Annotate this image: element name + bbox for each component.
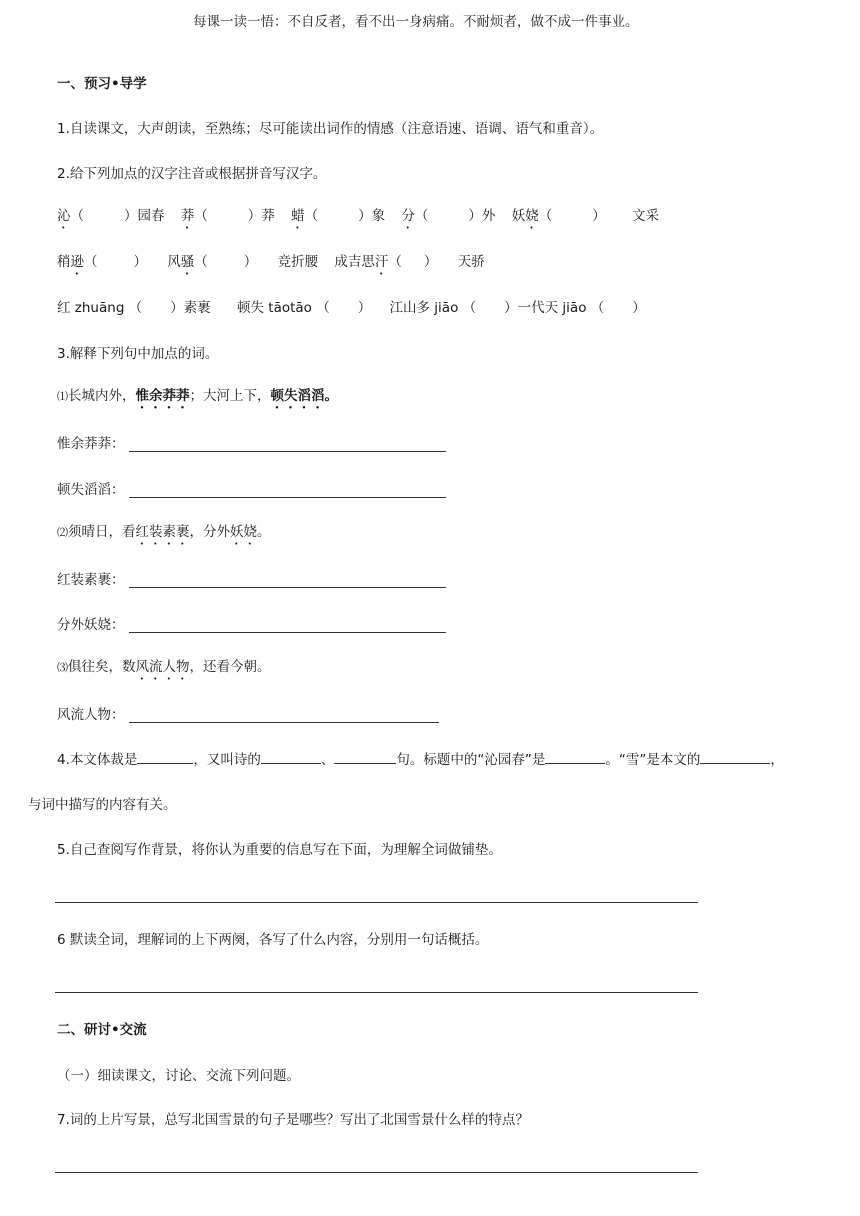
paren-close: ） (423, 254, 438, 270)
sentence-text: 。 (257, 524, 271, 540)
sentence-number: ⑴ (57, 390, 68, 403)
q4-text: 。“雪”是本文的 (605, 752, 701, 768)
dotted-phrase: 顿失滔滔 (270, 388, 325, 404)
question-5: 5.自己查阅写作背景，将你认为重要的信息写在下面，为理解全词做铺垫。 (57, 842, 502, 858)
dotted-char: 沁 (57, 208, 71, 224)
section2-subtitle: （一）细读课文，讨论、交流下列问题。 (57, 1068, 300, 1084)
question-7: 7.词的上片写景，总写北国雪景的句子是哪些？写出了北国雪景什么样的特点？ (57, 1112, 529, 1128)
paren-close: ） (592, 208, 606, 224)
paren-close: ） (357, 300, 372, 316)
sentence-text: ，还看今朝。 (189, 659, 271, 675)
answer-line[interactable] (129, 451, 446, 452)
dotted-char: 蜡 (291, 208, 305, 224)
sentence-text: 须晴日，看 (68, 524, 136, 540)
dotted-phrase: 惟余莽莽 (135, 388, 190, 404)
paren-close: ） (133, 254, 147, 270)
answer-label: 惟余莽莽： (57, 436, 125, 452)
paren-close: ）外 (468, 208, 496, 224)
sentence-2 (57, 522, 271, 548)
header-motto: 每课一读一悟：不自反者，看不出一身病痛。不耐烦者，做不成一件事业。 (193, 14, 639, 30)
paren-close: ）园春 (124, 208, 165, 224)
question-1: 1.自读课文，大声朗读，至熟练；尽可能读出词作的情感（注意语速、语调、语气和重音）。 (57, 121, 604, 137)
pinyin-row-2 (57, 252, 485, 278)
section2-title: 二、研讨•交流 (57, 1022, 147, 1038)
sentence-text: 长城内外， (68, 388, 136, 404)
q4-text: 4.本文体裁是 (57, 752, 138, 768)
dotted-char: 汗 (374, 254, 389, 270)
pinyin-prompt: 红 zhuāng （ (57, 300, 143, 316)
dotted-char: 娆 (525, 208, 539, 224)
dotted-char: 分 (401, 208, 415, 224)
answer-blank[interactable] (700, 750, 770, 764)
word-text: 天骄 (457, 254, 485, 270)
paren-close: ）象 (358, 208, 386, 224)
word-prefix: 妖 (511, 208, 526, 224)
sentence-3 (57, 657, 271, 683)
answer-line[interactable] (129, 497, 446, 498)
paren-close: ）一代天 jiāo （ (504, 300, 605, 316)
answer-line[interactable] (55, 902, 698, 903)
q4-text: 句。标题中的“沁园春”是 (396, 752, 546, 768)
q4-text: ， (770, 752, 784, 768)
word-prefix: 稍 (57, 254, 71, 270)
dotted-char: 逊 (70, 254, 84, 270)
sentence-number: ⑵ (57, 526, 68, 539)
question-4 (57, 750, 784, 770)
paren-close: ） (632, 300, 646, 316)
question-4-continued: 与词中描写的内容有关。 (28, 797, 177, 813)
sentence-1 (57, 386, 338, 412)
pinyin-row-3 (57, 298, 646, 318)
answer-blank[interactable] (261, 750, 321, 764)
dotted-char: 莽 (180, 208, 195, 224)
paren-open: （ (538, 208, 553, 224)
word-text: 竞折腰 (277, 254, 319, 270)
answer-line[interactable] (129, 632, 446, 633)
paren-open: （ (388, 254, 402, 270)
answer-line[interactable] (55, 992, 698, 993)
sentence-text: ；大河上下， (189, 388, 271, 404)
answer-label: 顿失滔滔： (57, 482, 125, 498)
pinyin-prompt: 江山多 jiāo （ (389, 300, 477, 316)
paren-close: ）素裹 (170, 300, 211, 316)
dotted-phrase: 红装素裹 (135, 524, 190, 540)
dotted-phrase: 风流人物 (135, 659, 190, 675)
answer-line[interactable] (55, 1172, 698, 1173)
paren-open: （ (84, 254, 98, 270)
answer-label: 红装素裹： (57, 572, 125, 588)
paren-open: （ (194, 254, 208, 270)
answer-blank[interactable] (334, 750, 396, 764)
word-text: 文采 (631, 208, 659, 224)
q4-text: ，又叫诗的 (193, 752, 261, 768)
paren-open: （ (194, 208, 208, 224)
question-2: 2.给下列加点的汉字注音或根据拼音写汉字。 (57, 166, 327, 182)
dotted-phrase: 妖娆 (230, 524, 257, 540)
question-6: 6 默读全词，理解词的上下两阕，各写了什么内容，分别用一句话概括。 (57, 932, 489, 948)
sentence-text: ，分外 (189, 524, 230, 540)
answer-label: 分外妖娆： (57, 617, 125, 633)
paren-close: ） (243, 254, 258, 270)
section1-title: 一、预习•导学 (57, 76, 147, 92)
pinyin-prompt: 顿失 tāotāo （ (236, 300, 330, 316)
answer-line[interactable] (129, 587, 446, 588)
answer-blank[interactable] (137, 750, 193, 764)
question-3: 3.解释下列句中加点的词。 (57, 346, 219, 362)
paren-open: （ (414, 208, 429, 224)
answer-blank[interactable] (545, 750, 605, 764)
answer-line[interactable] (129, 722, 439, 723)
paren-open: （ (70, 208, 84, 224)
pinyin-row-1 (57, 206, 659, 232)
answer-label: 风流人物： (57, 707, 125, 723)
paren-close: ）莽 (247, 208, 275, 224)
word-prefix: 成吉思 (334, 254, 375, 270)
word-prefix: 风 (167, 254, 181, 270)
sentence-text: 。 (324, 388, 338, 404)
sentence-number: ⑶ (57, 661, 68, 674)
sentence-text: 俱往矣，数 (68, 659, 136, 675)
q4-text: 、 (320, 752, 335, 768)
dotted-char: 骚 (180, 254, 195, 270)
paren-open: （ (304, 208, 319, 224)
